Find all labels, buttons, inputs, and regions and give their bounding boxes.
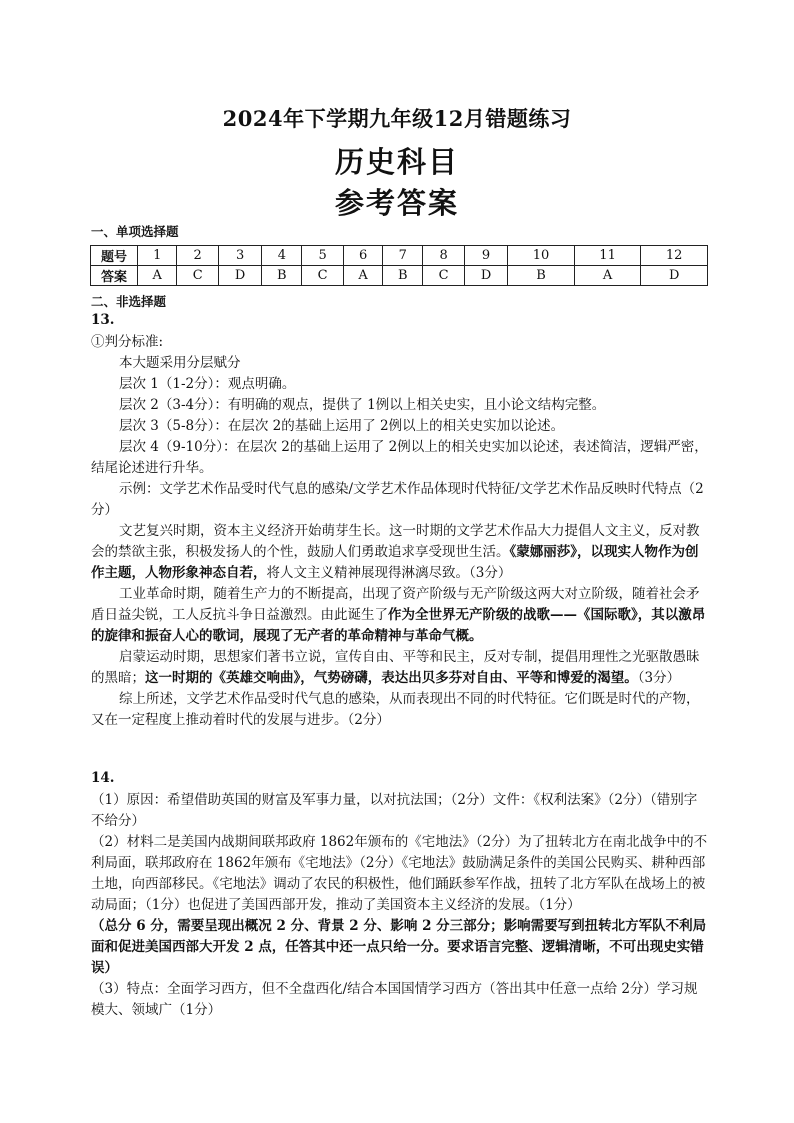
question-14-number: 14.: [91, 770, 115, 786]
section-2-heading: 二、非选择题: [91, 294, 167, 309]
paragraph-text: 将人文主义精神展现得淋漓尽致。（3分）: [266, 565, 512, 581]
question-number-cell: 9: [464, 246, 507, 266]
paragraph-enlightenment: [91, 647, 709, 689]
question-number-cell: 11: [574, 246, 641, 266]
question-number-cell: 12: [641, 246, 708, 266]
criteria-level-1: 层次 1（1-2分）：观点明确。: [119, 376, 296, 392]
answer-cell: D: [641, 266, 708, 286]
criteria-level-3: 层次 3（5-8分）：在层次 2的基础上运用了 2例以上的相关史实加以论述。: [119, 418, 565, 434]
answer-cell: B: [383, 266, 423, 286]
question-14-answer: [91, 790, 709, 1021]
example-thesis: 示例：文学艺术作品受时代气息的感染/文学艺术作品体现时代特征/文学艺术作品反映时代特点（2分）: [91, 481, 704, 518]
answer-cell: D: [218, 266, 261, 286]
paragraph-renaissance: [91, 521, 709, 584]
question-number-cell: 3: [218, 246, 261, 266]
question-number-cell: 7: [383, 246, 423, 266]
answer-cell: C: [302, 266, 344, 286]
question-number-cell: 8: [423, 246, 465, 266]
row-label-number: 题号: [91, 246, 138, 266]
paragraph-bold-text: 作为全世界无产阶级的战歌——《国际歌》，其以激昂的旋律和振奋人心的歌词，展现了无产者的革命精神与革命气概。: [91, 607, 706, 644]
paragraph-text: 文艺复兴时期，资本主义经济开始萌芽生长。这一时期的文学艺术作品大力提倡人文主义，反对教会的禁欲主张，积极发扬人的个性，鼓励人们勇敢追求享受现世生活。: [91, 523, 700, 560]
paragraph-bold-text: 这一时期的《英雄交响曲》，气势磅礴，表达出贝多芬对自由、平等和博爱的渴望。: [145, 670, 638, 686]
answer-key-title: 参考答案: [334, 186, 459, 220]
answer-cell: A: [138, 266, 177, 286]
paragraph-text: （3分）: [637, 670, 681, 686]
paragraph-bold-text: 《蒙娜丽莎》，以现实人物作为创作主题，人物形象神态自若，: [91, 544, 699, 581]
question-number-cell: 4: [262, 246, 302, 266]
question-number-cell: 5: [302, 246, 344, 266]
answer-table: [90, 245, 708, 286]
q14-part-3: （3）特点：全面学习西方，但不全盘西化/结合本国国情学习西方（答出其中任意一点给 2分）学习规模大、领域广（1分）: [91, 981, 698, 1018]
criteria-title: ①判分标准:: [91, 334, 164, 350]
criteria-intro: 本大题采用分层赋分: [119, 355, 241, 371]
paragraph-text: 启蒙运动时期，思想家们著书立说，宣传自由、平等和民主，反对专制，提倡用理性之光驱散愚昧的黑暗；: [91, 649, 700, 686]
question-number-cell: 2: [177, 246, 219, 266]
answer-cell: B: [262, 266, 302, 286]
question-13-number: 13.: [91, 312, 115, 328]
paragraph-industrial-revolution: [91, 584, 709, 647]
q14-part-1: （1）原因：希望借助英国的财富及军事力量，以对抗法国；（2分）文件：《权利法案》（2分）（错别字不给分）: [91, 792, 698, 829]
answer-row: [91, 266, 708, 286]
paragraph-text: 工业革命时期，随着生产力的不断提高，出现了资产阶级与无产阶级这两大对立阶级，随着社会矛盾日益尖锐，工人反抗斗争日益激烈。由此诞生了: [91, 586, 700, 623]
paragraph-conclusion: 综上所述，文学艺术作品受时代气息的感染，从而表现出不同的时代特征。它们既是时代的产物，又在一定程度上推动着时代的发展与进步。（2分）: [91, 691, 700, 728]
document-title: 2024年下学期九年级12月错题练习: [222, 106, 572, 131]
answer-cell: D: [464, 266, 507, 286]
q14-grading-note: （总分 6 分，需要呈现出概况 2 分、背景 2 分、影响 2 分三部分；影响需要写到扭转北方军队不利局面和促进美国西部大开发 2 点，任答其中还一点只给一分。要求语言完整、逻辑清晰，不可出现史实错误）: [91, 918, 707, 976]
answer-cell: B: [508, 266, 575, 286]
question-13-answer: [91, 332, 709, 731]
question-number-cell: 1: [138, 246, 177, 266]
criteria-level-2: 层次 2（3-4分）：有明确的观点，提供了 1例以上相关史实，且小论文结构完整。: [119, 397, 606, 413]
answer-cell: C: [423, 266, 465, 286]
q14-part-2: （2）材料二是美国内战期间联邦政府 1862年颁布的《宅地法》（2分）为了扭转北方在南北战争中的不利局面，联邦政府在 1862年颁布《宅地法》（2分）《宅地法》鼓励满足条件的美国公民购买、耕种西部土地，向西部移民。《宅地法》调动了农民的积极性，他们踊跃参军作战，扭转了北方军队在战场上的被动局面；（1分）也促进了美国西部开发，推动了美国资本主义经济的发展。（1分）: [91, 834, 708, 913]
criteria-level-4: 层次 4（9-10分）：在层次 2的基础上运用了 2例以上的相关史实加以论述，表述简洁，逻辑严密，结尾论述进行升华。: [91, 439, 708, 476]
row-label-answer: 答案: [91, 266, 138, 286]
subject-title: 历史科目: [334, 145, 459, 179]
question-number-row: [91, 246, 708, 266]
answer-cell: C: [177, 266, 219, 286]
section-1-heading: 一、单项选择题: [91, 224, 179, 239]
question-number-cell: 6: [343, 246, 382, 266]
answer-cell: A: [343, 266, 382, 286]
answer-cell: A: [574, 266, 641, 286]
question-number-cell: 10: [508, 246, 575, 266]
